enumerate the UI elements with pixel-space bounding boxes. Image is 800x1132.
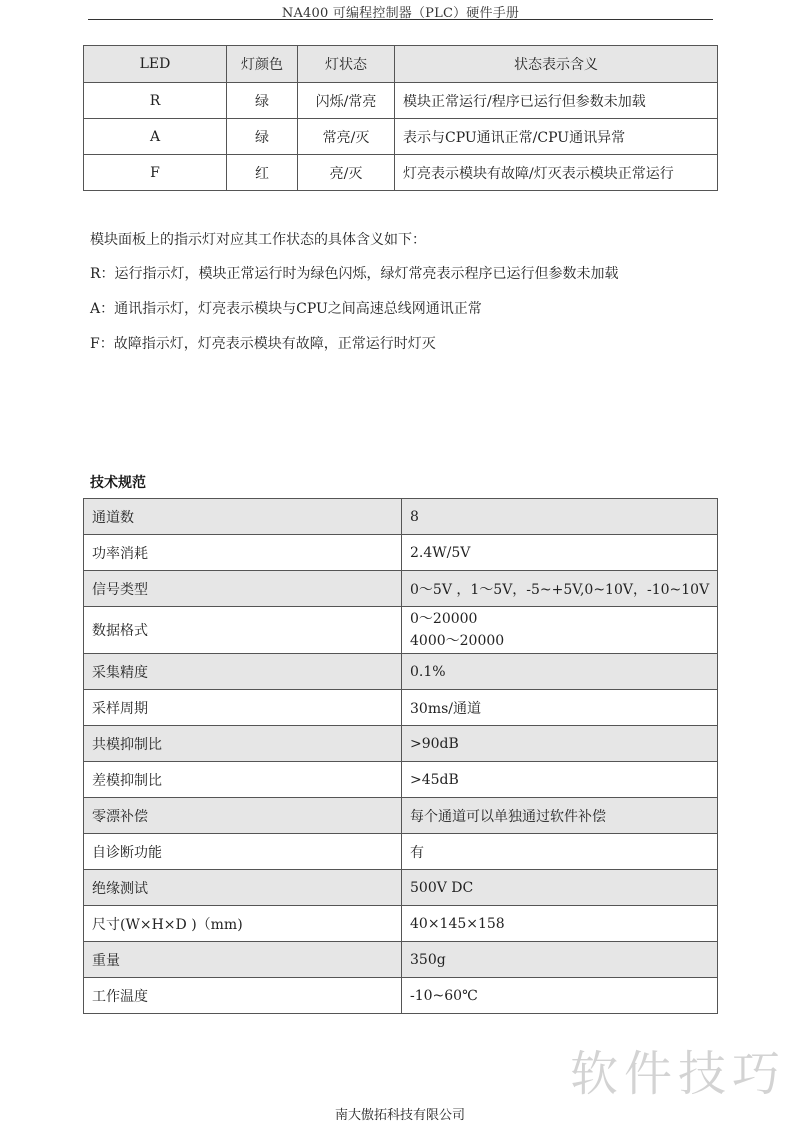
spec-label: 信号类型 [84,571,402,607]
footer-company: 南大傲拓科技有限公司 [334,1108,465,1123]
spec-label: 重量 [84,942,402,978]
led-r-description: R：运行指示灯，模块正常运行时为绿色闪烁，绿灯常亮表示程序已运行但参数未加载 [90,266,619,282]
spec-label: 采样周期 [84,690,402,726]
spec-value: 0.1% [402,654,718,690]
table-row [84,607,718,654]
page-header-title: NA400 可编程控制器（PLC）硬件手册 [281,6,520,21]
led-color: 绿 [227,119,298,155]
led-a-description: A：通讯指示灯，灯亮表示模块与CPU之间高速总线网通讯正常 [90,301,482,317]
table-row [84,942,718,978]
spec-value [402,607,718,654]
table-row [84,762,718,798]
led-state: 常亮/灭 [298,119,395,155]
led-col-header: LED [84,46,227,83]
table-row [84,83,718,119]
spec-label: 自诊断功能 [84,834,402,870]
led-status-table [83,45,718,191]
led-state: 闪烁/常亮 [298,83,395,119]
spec-value: >45dB [402,762,718,798]
led-name: F [84,155,227,191]
spec-label: 绝缘测试 [84,870,402,906]
color-col-header: 灯颜色 [227,46,298,83]
spec-label: 数据格式 [84,607,402,654]
meaning-col-header: 状态表示含义 [395,46,718,83]
table-row [84,798,718,834]
data-format-line-1: 0～20000 [410,611,478,627]
table-row [84,870,718,906]
spec-value: 40×145×158 [402,906,718,942]
data-format-line-2: 4000～20000 [410,633,505,649]
table-row [84,690,718,726]
spec-value: 500V DC [402,870,718,906]
spec-section-title: 技术规范 [90,475,146,491]
table-row [84,155,718,191]
led-name: A [84,119,227,155]
spec-label: 零漂补偿 [84,798,402,834]
watermark: 软件技巧 [570,1046,787,1102]
spec-label: 工作温度 [84,978,402,1014]
spec-value: 2.4W/5V [402,535,718,571]
spec-label: 差模抑制比 [84,762,402,798]
led-meaning: 表示与CPU通讯正常/CPU通讯异常 [395,119,718,155]
header-rule [88,19,713,20]
spec-label: 尺寸(W×H×D )（mm) [84,906,402,942]
table-row [84,654,718,690]
table-row [84,906,718,942]
spec-value: >90dB [402,726,718,762]
led-f-description: F：故障指示灯，灯亮表示模块有故障，正常运行时灯灭 [90,336,436,352]
table-row [84,978,718,1014]
led-state: 亮/灭 [298,155,395,191]
table-row [84,499,718,535]
led-color: 红 [227,155,298,191]
table-row [84,726,718,762]
table-row [84,571,718,607]
spec-label: 通道数 [84,499,402,535]
table-row [84,119,718,155]
spec-table [83,498,718,1014]
spec-value: 30ms/通道 [402,690,718,726]
spec-value: -10~60℃ [402,978,718,1014]
table-row [84,535,718,571]
intro-paragraph: 模块面板上的指示灯对应其工作状态的具体含义如下： [90,232,426,248]
led-color: 绿 [227,83,298,119]
spec-value: 0～5V ，1～5V，-5~+5V,0~10V，-10~10V [402,571,718,607]
led-table-header-row [84,46,718,83]
led-name: R [84,83,227,119]
led-meaning: 灯亮表示模块有故障/灯灭表示模块正常运行 [395,155,718,191]
spec-label: 功率消耗 [84,535,402,571]
spec-value: 350g [402,942,718,978]
table-row [84,834,718,870]
spec-value: 有 [402,834,718,870]
state-col-header: 灯状态 [298,46,395,83]
spec-label: 采集精度 [84,654,402,690]
led-meaning: 模块正常运行/程序已运行但参数未加载 [395,83,718,119]
spec-value: 8 [402,499,718,535]
spec-label: 共模抑制比 [84,726,402,762]
spec-value: 每个通道可以单独通过软件补偿 [402,798,718,834]
